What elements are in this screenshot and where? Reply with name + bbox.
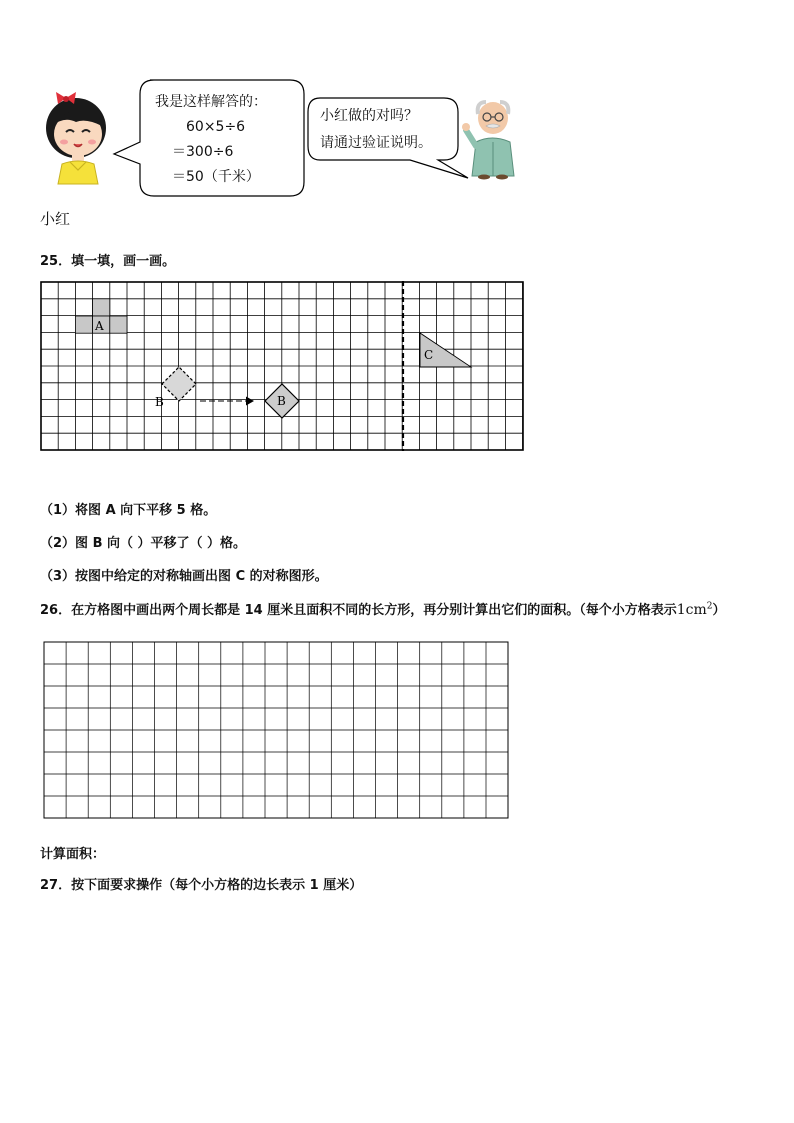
label-b-original: B <box>155 395 164 409</box>
label-b-moved: B <box>277 394 286 408</box>
q25-sub3: （3）按图中给定的对称轴画出图 C 的对称图形。 <box>40 569 328 584</box>
q26-title-text: 26．在方格图中画出两个周长都是 14 厘米且面积不同的长方形，再分别计算出它们的面积。（每个小方格表示 <box>40 603 677 618</box>
q25-sub2: （2）图 B 向（ ）平移了（ ）格。 <box>40 536 247 551</box>
q27-title: 27．按下面要求操作（每个小方格的边长表示 1 厘米） <box>40 878 363 893</box>
label-a: A <box>95 319 104 333</box>
q26-unit-exp: 2 <box>706 601 713 612</box>
q26-grid-lines <box>44 642 508 818</box>
q26-unit <box>677 602 713 618</box>
girl-bubble-line3: ＝300÷6 <box>172 144 234 160</box>
teacher-illustration <box>462 96 524 180</box>
girl-bubble-line2: 60×5÷6 <box>186 119 246 135</box>
girl-illustration <box>36 92 116 188</box>
teacher-bubble-line1: 小红做的对吗？ <box>320 108 418 124</box>
girl-name-label: 小红 <box>40 210 71 228</box>
q26-title-close: ） <box>712 603 726 618</box>
label-c: C <box>424 348 434 362</box>
teacher-bubble-line2: 请通过验证说明。 <box>320 135 432 151</box>
q26-grid <box>43 641 511 821</box>
q26-unit-base: 1cm <box>676 602 707 618</box>
q26-title <box>40 599 726 618</box>
q25-grid <box>40 281 526 453</box>
shape-b-original <box>162 367 196 401</box>
q25-title: 25．填一填，画一画。 <box>40 254 176 269</box>
q26-calc-label: 计算面积： <box>40 847 106 862</box>
arrowhead <box>246 397 254 406</box>
girl-bubble-line4: ＝50（千米） <box>172 169 260 185</box>
girl-bubble-line1: 我是这样解答的： <box>155 94 267 110</box>
q25-sub1: （1）将图 A 向下平移 5 格。 <box>40 503 217 518</box>
